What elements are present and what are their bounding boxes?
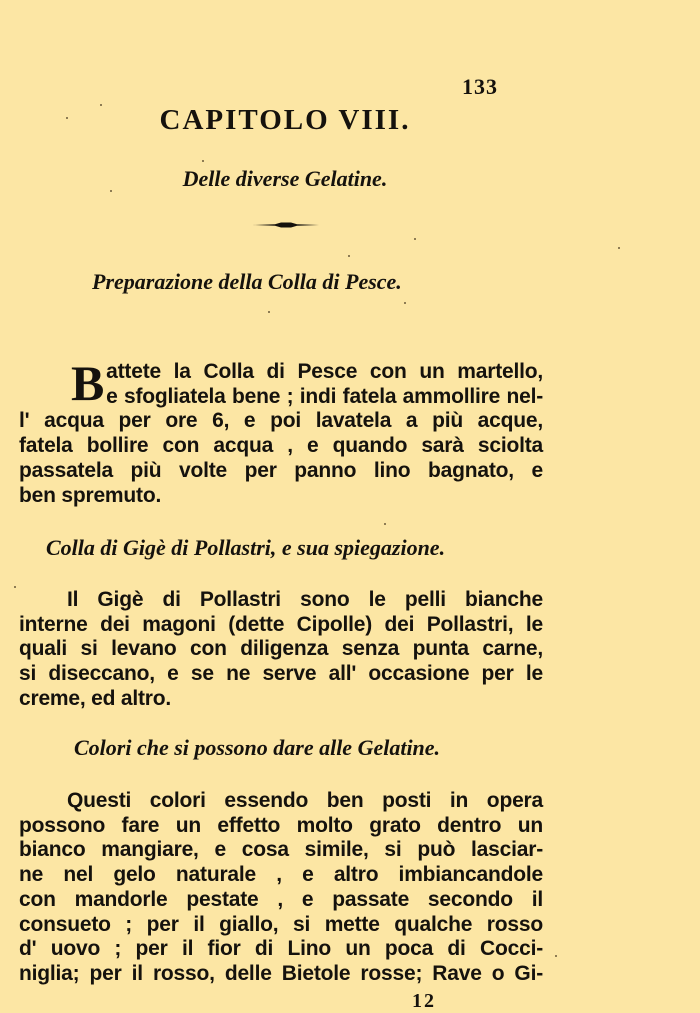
paper-speck (14, 586, 16, 588)
text-line: bianco mangiare, e cosa simile, si può lasciar- (19, 838, 543, 862)
text-line: possono fare un effetto molto grato dentro un (19, 813, 543, 837)
paragraph-colori (19, 789, 543, 987)
paper-speck (268, 311, 270, 313)
text-line: creme, ed altro. (19, 686, 172, 710)
text-line: l' acqua per ore 6, e poi lavatela a più acque, (19, 409, 543, 433)
paper-speck (384, 523, 386, 525)
text-line: attete la Colla di Pesce con un martello, (106, 360, 543, 383)
text-line: fatela bollire con acqua , e quando sarà sciolta (19, 434, 543, 458)
text-line: interne dei magoni (dette Cipolle) dei Pollastri, le (19, 612, 543, 636)
text-line: si diseccano, e se ne serve all' occasione per le (19, 662, 543, 686)
text-line: ben spremuto. (19, 483, 162, 507)
text-line: Questi colori essendo ben posti in opera (67, 789, 543, 812)
text-line: passatela più volte per panno lino bagnato, e (19, 458, 543, 482)
paper-speck (100, 104, 102, 106)
paper-speck (202, 160, 204, 162)
paragraph-colla-di-pesce (19, 355, 543, 508)
paper-speck (110, 190, 112, 192)
text-line: con mandorle pestate , e passate secondo il (19, 887, 543, 911)
section-heading-colla-di-pesce: Preparazione della Colla di Pesce. (92, 269, 402, 294)
section-heading-colori: Colori che si possono dare alle Gelatine. (74, 735, 441, 760)
paragraph-gige-di-pollastri (19, 588, 543, 712)
text-line: niglia; per il rosso, delle Bietole rosse; Rave o Gi- (19, 961, 543, 985)
paper-speck (404, 302, 406, 304)
chapter-subtitle: Delle diverse Gelatine. (182, 166, 388, 191)
ornamental-rule (253, 221, 319, 229)
drop-cap: B (71, 355, 105, 411)
section-heading-gige-di-pollastri: Colla di Gigè di Pollastri, e sua spiegazione. (46, 535, 446, 560)
text-line: ne nel gelo naturale , e altro imbiancandole (19, 863, 543, 887)
paper-speck (618, 247, 620, 249)
paper-speck (555, 955, 557, 957)
text-line: Il Gigè di Pollastri sono le pelli bianche (67, 588, 543, 611)
text-line: quali si levano con diligenza senza punta carne, (19, 637, 543, 661)
page-number: 133 (462, 74, 498, 99)
text-line: d' uovo ; per il fior di Lino un poca di Cocci- (19, 937, 543, 961)
paper-speck (414, 238, 416, 240)
paper-speck (66, 117, 68, 119)
paper-speck (348, 255, 350, 257)
chapter-title: CAPITOLO VIII. (159, 104, 411, 136)
text-line: e sfogliatela bene ; indi fatela ammollire nel- (106, 384, 543, 408)
signature-mark: 12 (412, 990, 436, 1012)
text-line: consueto ; per il giallo, si mette qualche rosso (19, 912, 543, 936)
